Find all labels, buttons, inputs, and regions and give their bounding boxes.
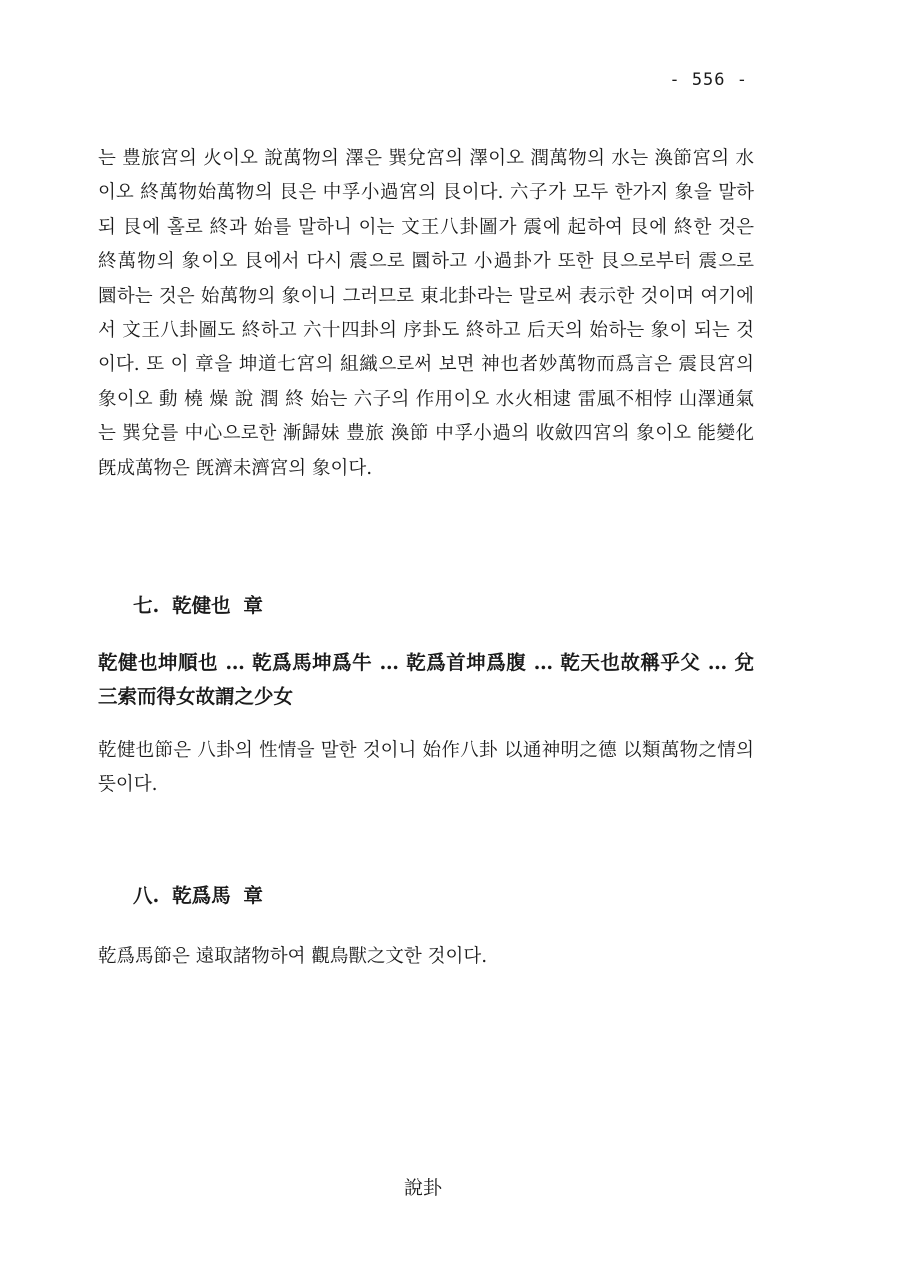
body-paragraph: 는 豊旅宮의 火이오 說萬物의 澤은 巽兌宮의 澤이오 潤萬物의 水는 渙節宮의 水이오 終萬物始萬物의 艮은 中孚小過宮의 艮이다. 六子가 모두 한가지 象을 말하되 艮에 홀로 終과 始를 말하니 이는 文王八卦圖가 震에 起하여 艮에 終한 것은 終萬物의 象이오 艮에서 다시 震으로 圜하고 小過卦가 또한 艮으로부터 震으로 圜하는 것은 始萬物의 象이니 그러므로 東北卦라는 말로써 表示한 것이며 여기에서 文王八卦圖도 終하고 六十四卦의 序卦도 終하고 后天의 始하는 象이 되는 것이다. 또 이 章을 坤道七宮의 組織으로써 보면 神也者妙萬物而爲言은 震艮宮의 象이오 動 橈 燥 說 潤 終 始는 六子의 作用이오 水火相逮 雷風不相悖 山澤通氣는 巽兌를 中心으로한 漸歸妹 豊旅 渙節 中孚小過의 收斂四宮의 象이오 能變化旣成萬物은 旣濟未濟宮의 象이다.: [98, 148, 754, 479]
page-number: - 556 -: [669, 70, 748, 90]
classic-text-quote: 乾健也坤順也 … 乾爲馬坤爲牛 … 乾爲首坤爲腹 … 乾天也故稱乎父 … 兌三索而得女故謂之少女: [98, 651, 754, 708]
section-heading-7: 七. 乾健也 章: [133, 594, 263, 617]
footer-title: 說卦: [403, 1177, 442, 1199]
section-heading-8: 八. 乾爲馬 章: [133, 884, 263, 907]
commentary-paragraph-7: 乾健也節은 八卦의 性情을 말한 것이니 始作八卦 以通神明之德 以類萬物之情의 뜻이다.: [98, 740, 754, 796]
commentary-paragraph-8: 乾爲馬節은 遠取諸物하여 觀鳥獸之文한 것이다.: [98, 946, 488, 967]
